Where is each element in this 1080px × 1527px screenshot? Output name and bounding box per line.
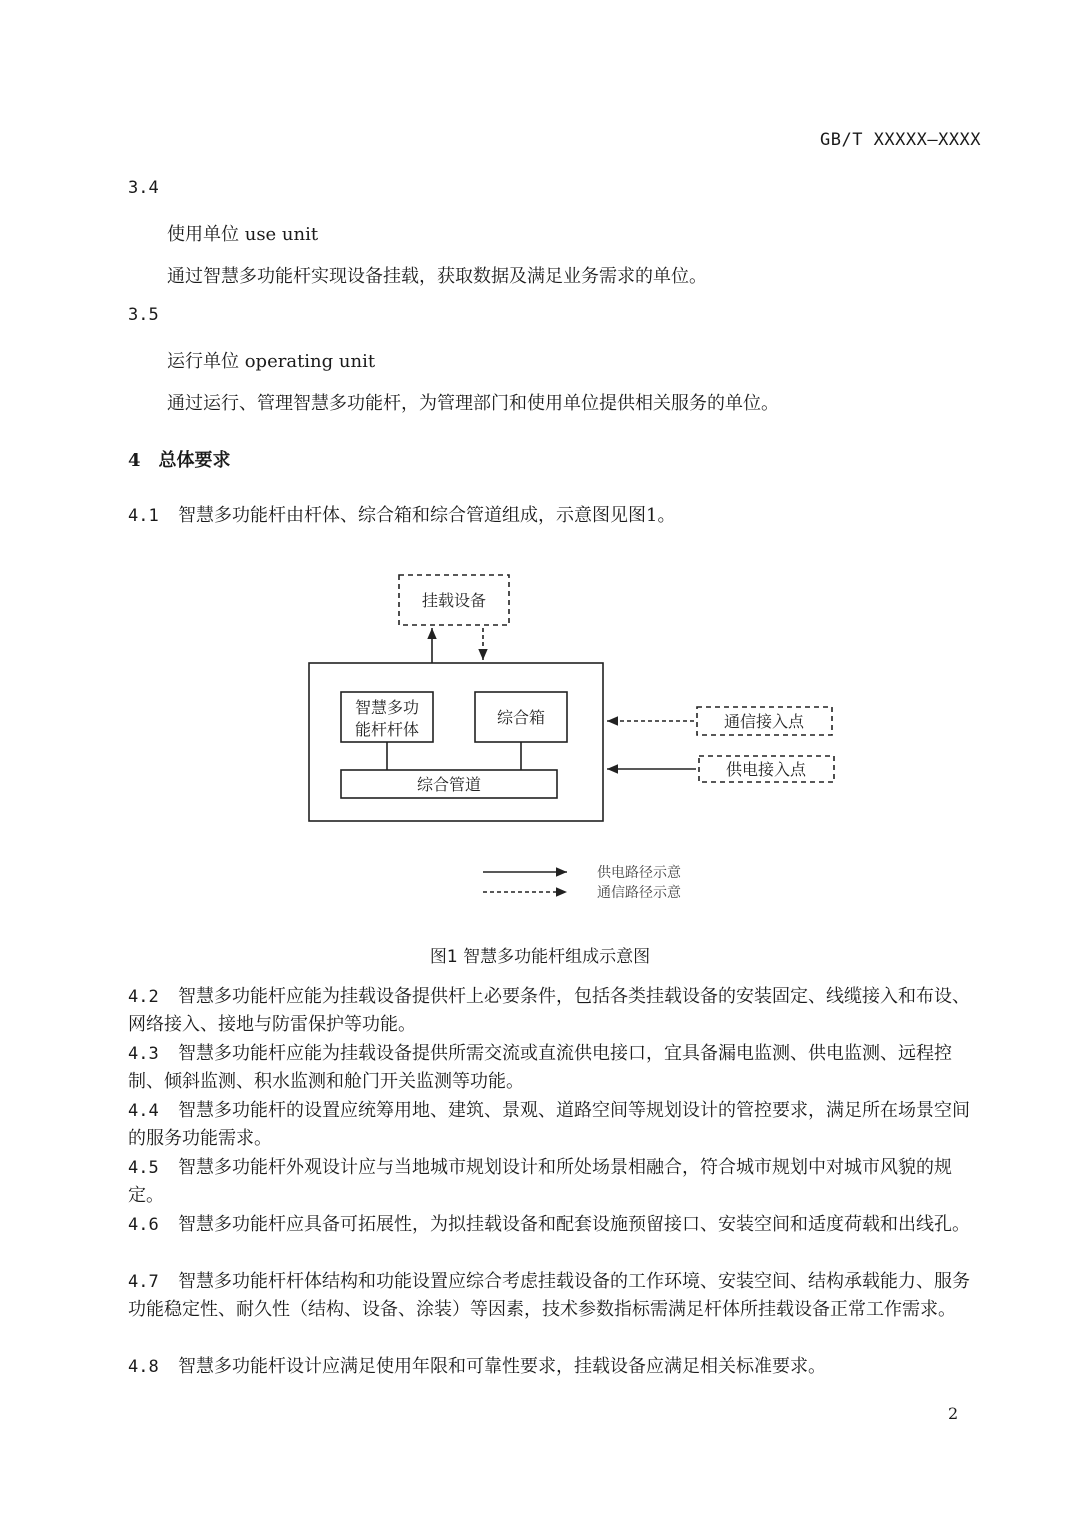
clause-4-6 (128, 1211, 978, 1239)
clause-4-2 (128, 983, 978, 1039)
comm-access-label: 通信接入点 (723, 712, 805, 731)
combo-box-label: 综合箱 (496, 708, 546, 727)
clause-number: 4.1 (128, 506, 159, 526)
clause-text: 智慧多功能杆应能为挂载设备提供杆上必要条件，包括各类挂载设备的安装固定、线缆接入和布设、网络接入、接地与防雷保护等功能。 (128, 986, 970, 1035)
combo-pipe-label: 综合管道 (416, 775, 482, 794)
section-3-4-number: 3.4 (128, 178, 159, 198)
clause-text: 智慧多功能杆的设置应统筹用地、建筑、景观、道路空间等规划设计的管控要求，满足所在场景空间的服务功能需求。 (128, 1100, 970, 1149)
clause-4-4 (128, 1097, 978, 1153)
clause-number: 4.6 (128, 1215, 159, 1235)
section-3-5-definition: 通过运行、管理智慧多功能杆，为管理部门和使用单位提供相关服务的单位。 (167, 393, 779, 414)
standard-code-header: GB/T XXXXX—XXXX (820, 130, 982, 150)
section-4-title: 总体要求 (158, 450, 231, 471)
figure-caption: 图1 智慧多功能杆组成示意图 (429, 947, 651, 967)
clause-4-3 (128, 1040, 978, 1096)
power-access-label: 供电接入点 (725, 760, 807, 779)
clause-number: 4.8 (128, 1357, 159, 1377)
section-3-5-number: 3.5 (128, 305, 159, 325)
page-number: 2 (948, 1404, 959, 1423)
clause-number: 4.2 (128, 987, 159, 1007)
clause-text: 智慧多功能杆设计应满足使用年限和可靠性要求，挂载设备应满足相关标准要求。 (178, 1356, 826, 1377)
clause-text: 智慧多功能杆外观设计应与当地城市规划设计和所处场景相融合，符合城市规划中对城市风貌的规定。 (128, 1157, 952, 1206)
clause-text: 智慧多功能杆应能为挂载设备提供所需交流或直流供电接口，宜具备漏电监测、供电监测、远程控制、倾斜监测、积水监测和舱门开关监测等功能。 (128, 1043, 952, 1092)
legend-power-label: 供电路径示意 (597, 865, 681, 881)
section-3-5-term: 运行单位 operating unit (167, 351, 376, 372)
clause-number: 4.4 (128, 1101, 159, 1121)
pole-body-label-1: 智慧多功 (354, 698, 420, 717)
section-3-4-definition: 通过智慧多功能杆实现设备挂载，获取数据及满足业务需求的单位。 (167, 266, 707, 287)
clause-number: 4.5 (128, 1158, 159, 1178)
clause-text: 智慧多功能杆由杆体、综合箱和综合管道组成，示意图见图1。 (178, 505, 676, 526)
clause-text: 智慧多功能杆应具备可拓展性，为拟挂载设备和配套设施预留接口、安装空间和适度荷载和出线孔。 (178, 1214, 970, 1235)
clause-text: 智慧多功能杆杆体结构和功能设置应综合考虑挂载设备的工作环境、安装空间、结构承载能力、服务功能稳定性、耐久性（结构、设备、涂装）等因素，技术参数指标需满足杆体所挂载设备正常工作需求。 (128, 1271, 970, 1320)
clause-4-7 (128, 1268, 978, 1324)
legend-comm-label: 通信路径示意 (597, 885, 681, 901)
clause-number: 4.3 (128, 1044, 159, 1064)
section-3-4-term: 使用单位 use unit (167, 224, 319, 245)
section-4-number: 4 (128, 450, 141, 471)
clause-4-5 (128, 1154, 978, 1210)
clause-number: 4.7 (128, 1272, 159, 1292)
pole-body-label-2: 能杆杆体 (354, 720, 420, 739)
clause-4-8 (128, 1353, 978, 1381)
mount-device-label: 挂载设备 (421, 591, 487, 610)
